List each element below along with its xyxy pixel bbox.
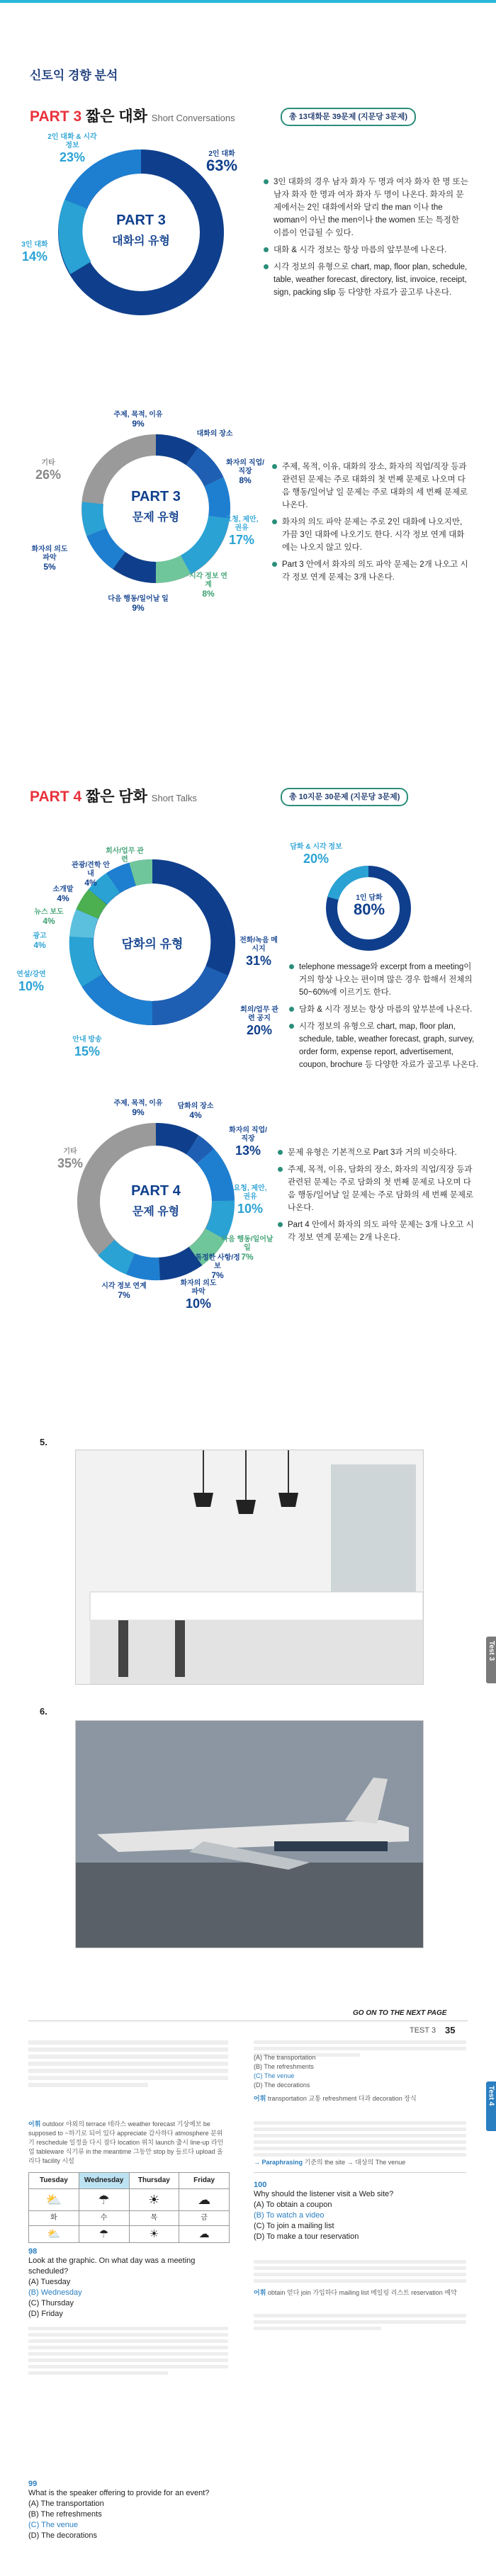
part4-c2-pct0: 9% — [132, 1107, 145, 1117]
part4-c2-pct3: 10% — [237, 1202, 264, 1216]
window — [331, 1464, 416, 1592]
part4-c2-l7 — [193, 1254, 242, 1279]
part4-c2-seg1 — [193, 1145, 205, 1156]
part3-label: PART 3 — [30, 108, 82, 125]
part4-c2-pct5: 10% — [185, 1297, 212, 1311]
footer-test: TEST 3 — [410, 2026, 436, 2035]
sun-icon: ☀ — [130, 2226, 180, 2243]
part4-c2-center-2: 문제 유형 — [132, 1206, 180, 1218]
q100-question: Why should the listener visit a Web site? — [254, 2190, 394, 2198]
stool — [118, 1620, 128, 1677]
part3-c2-seg3 — [186, 517, 219, 565]
cloud-sun-icon: ⛅ — [29, 2226, 79, 2243]
vocab2-text: transportation 교통 refreshment 다과 decoration 장식 — [267, 2095, 417, 2102]
cabinet — [90, 1620, 423, 1684]
part3-c2-pct7: 26% — [35, 468, 62, 482]
part3-c1-pct1: 23% — [59, 150, 86, 164]
part4-c1-pct4: 4% — [33, 940, 46, 950]
part4-c1-seg7 — [113, 874, 133, 883]
part4-c1-lbl7: 관광/견학 안내 — [72, 862, 110, 878]
part3-chart1-center-line2: 대화의 유형 — [112, 235, 170, 247]
part4-c2-seg7 — [106, 1248, 130, 1264]
vocab1-label: 어휘 — [28, 2120, 41, 2128]
text-line — [254, 2327, 381, 2330]
part3-chart2-center — [113, 489, 198, 524]
part4-c1-l3 — [10, 971, 52, 993]
part4-c2-lbl7: 특정한 사항/정보 — [195, 1254, 240, 1270]
text-line — [254, 2147, 466, 2150]
part3-c2-l1 — [190, 430, 239, 439]
weather-icon-row-2 — [29, 2226, 229, 2243]
q98-question: Look at the graphic. On what day was a meeting scheduled? — [28, 2256, 196, 2276]
part4-c1b-pct-1person: 80% — [353, 900, 385, 918]
part3-c2-l3 — [224, 516, 259, 547]
part3-c1-lbl0: 2인 대화 — [208, 150, 235, 158]
q100-block — [254, 2181, 466, 2242]
q99-block — [28, 2480, 228, 2541]
text-line — [28, 2083, 148, 2087]
q99-question: What is the speaker offering to provide for an event? — [28, 2489, 210, 2497]
right-explanation — [254, 2118, 466, 2159]
jet-bridge — [274, 1841, 388, 1851]
text-line — [254, 2153, 466, 2157]
q99-small-d: (D) The decorations — [254, 2081, 310, 2089]
photo5-image — [75, 1450, 424, 1685]
part4-c1-l7 — [69, 862, 112, 887]
part4-c2-pct6: 7% — [118, 1290, 130, 1300]
part4-c1-seg8 — [133, 871, 152, 874]
weather-table — [28, 2172, 230, 2243]
part4-c2-lbl4: 다음 행동/일어날 일 — [221, 1236, 274, 1252]
part3-c2-pct6: 9% — [132, 603, 145, 613]
sidetab-test3-label: Test 3 — [487, 1641, 495, 1661]
part4-b2-0: 문제 유형은 기본적으로 Part 3과 거의 비슷하다. — [278, 1146, 476, 1159]
goto-next-page: GO ON TO THE NEXT PAGE — [353, 2009, 447, 2017]
part4-c2-seg2 — [205, 1156, 223, 1201]
part4-c2-lbl5: 화자의 의도 파악 — [180, 1279, 217, 1296]
vocab2-label: 어휘 — [254, 2095, 266, 2102]
part3-c2-l5 — [187, 572, 230, 598]
text-line — [254, 2128, 466, 2131]
part4-b2-2: Part 4 안에서 화자의 의도 파악 문제는 3개 나오고 시각 정보 연계 문제는 2개 나온다. — [278, 1219, 476, 1244]
top-accent-line — [0, 0, 496, 3]
photo6-number: 6. — [40, 1706, 47, 1717]
text-line — [28, 2352, 228, 2356]
sidetab-test4[interactable] — [486, 2081, 496, 2131]
q100-option-b[interactable]: (B) To watch a video — [254, 2211, 325, 2220]
explanation-block-98 — [28, 2324, 228, 2378]
q100-option-a[interactable]: (A) To obtain a coupon — [254, 2201, 332, 2209]
part4-c2-lbl1: 담화의 장소 — [177, 1102, 214, 1110]
part4-c1-lbl5: 뉴스 보도 — [34, 908, 64, 916]
part4-c2-seg6 — [130, 1264, 159, 1269]
part3-c2-lbl7: 기타 — [41, 459, 55, 467]
part3-c2-l6 — [106, 595, 170, 612]
script-excerpt-block — [28, 2038, 228, 2111]
part3-c2-l4 — [28, 546, 71, 571]
vocab3-label: 어휘 — [254, 2289, 266, 2296]
pendant-lamp — [278, 1493, 298, 1507]
part4-c2-l5 — [177, 1279, 220, 1311]
text-line — [28, 2062, 228, 2066]
part4-c2-lbl2: 화자의 직업/직장 — [229, 1126, 267, 1143]
part3-badge: 총 13대화문 39문제 (지문당 3문제) — [281, 108, 416, 126]
weather-kr-2: 목 — [130, 2211, 180, 2225]
part4-c1b-visual-label — [288, 843, 344, 866]
part4-c2-l2 — [227, 1126, 269, 1158]
part4-c1-lbl1: 회의/업무 관련 공지 — [240, 1006, 278, 1022]
part3-c2-lbl1: 대화의 장소 — [196, 430, 233, 438]
part3-c2-seg0 — [156, 445, 192, 456]
weather-day-2: Thursday — [130, 2173, 180, 2188]
part3-c2-center-1: PART 3 — [131, 489, 181, 504]
weather-kr-0: 화 — [29, 2211, 79, 2225]
part4-b1-2: 시각 정보의 유형으로 chart, map, floor plan, schedule, table, weather forecast, graph, survey, order form, expense report, advertisement, coupon, brochure 등 다양한 자료가 골고루 나온다. — [289, 1020, 479, 1071]
part4-c1-l5 — [31, 908, 67, 925]
part3-chart1-center-line1: PART 3 — [116, 213, 166, 228]
q100-explanation-2 — [254, 2311, 466, 2333]
q99-option-c[interactable]: (C) The venue — [28, 2521, 79, 2529]
q99-option-b[interactable]: (B) The refreshments — [28, 2510, 102, 2519]
cloud-sun-icon: ⛅ — [29, 2189, 79, 2210]
text-line — [254, 2140, 466, 2144]
part4-c1-seg3 — [81, 937, 92, 981]
part4-c1-lbl6: 소개말 — [52, 886, 74, 893]
part3-c2-seg5 — [119, 560, 156, 572]
part4-c2-center-1: PART 4 — [131, 1183, 181, 1199]
sun-icon: ☀ — [130, 2189, 180, 2210]
cloud-icon: ☁ — [198, 2228, 210, 2240]
text-line — [28, 2076, 228, 2080]
part3-c2-lbl2: 화자의 직업/직장 — [226, 459, 264, 475]
part3-c2-pct5: 8% — [202, 589, 215, 599]
part4-c1-pct7: 4% — [84, 878, 97, 888]
part4-c1-seg5 — [87, 897, 98, 914]
part3-c2-pct0: 9% — [132, 419, 145, 429]
part4-c1b-lbl-1person: 1인 담화 — [356, 894, 383, 902]
text-line — [28, 2069, 228, 2073]
q100-option-c[interactable]: (C) To join a mailing list — [254, 2222, 334, 2230]
q98-option-d[interactable]: (D) Friday — [28, 2310, 63, 2318]
part4-c1-seg4 — [81, 914, 87, 937]
q100-option-d[interactable]: (D) To make a tour reservation — [254, 2232, 359, 2241]
part4-b1-1: 담화 & 시각 정보는 항상 마름의 앞부분에 나온다. — [289, 1003, 479, 1016]
part4-c2-l8 — [54, 1148, 86, 1170]
part3-b1-2: 시각 정보의 유형으로 chart, map, floor plan, schedule, table, weather forecast, directory, list, invoice, receipt, sign, packing slip 등 다양한 자료가 골고루 나온다. — [264, 261, 469, 299]
part3-chart1-seg-3person — [70, 204, 81, 268]
pendant-lamp — [193, 1493, 213, 1507]
photo5-number: 5. — [40, 1437, 47, 1447]
q99-option-list-small — [254, 2053, 466, 2090]
text-line — [28, 2358, 228, 2362]
part3-c2-pct3: 17% — [228, 533, 255, 547]
part3-title-en: Short Conversations — [151, 113, 235, 123]
weather-kr-3: 금 — [201, 2214, 208, 2222]
vocab1-text: outdoor 야외의 terrace 테라스 weather forecast 기상예보 be supposed to ~하기로 되어 있다 appreciate 감사하다 atmosphere 분위기 reschedule 일정을 다시 잡다 location 위치 launch 출시 line-up 라인업 tableware 식기류 in the meantime 그동안 stop by 들르다 upload 올리다 facility 시설 — [28, 2120, 224, 2164]
q98-option-b[interactable]: (B) Wednesday — [28, 2288, 82, 2297]
part3-c1-label-1 — [44, 133, 101, 164]
part3-c1-lbl2: 3인 대화 — [21, 241, 48, 249]
part4-c1-l0 — [238, 937, 279, 968]
part3-chart1-seg-visual — [76, 162, 141, 204]
part3-c2-lbl4: 화자의 의도 파악 — [31, 546, 68, 562]
sidetab-test4-label: Test 4 — [487, 2086, 495, 2106]
part3-c2-l7 — [34, 459, 62, 482]
part3-c2-lbl0: 주제, 목적, 이유 — [113, 411, 163, 419]
part4-c2-l6 — [99, 1282, 149, 1299]
footer-page: 35 — [445, 2025, 456, 2035]
weather-day-1: Wednesday — [79, 2173, 130, 2188]
part3-c1-pct2: 14% — [21, 249, 48, 264]
part4-c2-pct1: 4% — [189, 1110, 202, 1120]
text-line — [254, 2273, 466, 2276]
part3-c2-seg1 — [192, 456, 214, 482]
text-line — [28, 2047, 228, 2052]
part4-heading — [30, 785, 197, 806]
part4-c1-seg2 — [92, 981, 152, 1013]
part4-c1-seg1 — [152, 971, 217, 1013]
paraphrase-text: 기준의 the site → 대상의 The venue — [304, 2159, 406, 2166]
part3-c2-lbl3: 요청, 제안, 권유 — [225, 516, 259, 532]
part4-c1b-pct-visual: 20% — [303, 852, 329, 866]
part4-c1-lbl3: 연설/강연 — [16, 971, 46, 978]
part4-c2-l0 — [106, 1100, 170, 1117]
part3-c2-l2 — [225, 459, 265, 485]
q99-option-d[interactable]: (D) The decorations — [28, 2531, 98, 2540]
weather-day-0: Tuesday — [29, 2173, 79, 2188]
text-line — [254, 2260, 466, 2264]
vocab-block-2 — [254, 2094, 466, 2103]
q98-block — [28, 2247, 228, 2320]
part4-c2-lbl3: 요청, 제안, 권유 — [233, 1185, 267, 1201]
q98-option-a[interactable]: (A) Tuesday — [28, 2278, 71, 2286]
part4-c2-lbl8: 기타 — [63, 1148, 77, 1156]
part3-c1-lbl1: 2인 대화 & 시각 정보 — [47, 133, 97, 149]
q100-explanation — [254, 2257, 466, 2286]
part4-c1-pct3: 10% — [18, 979, 45, 993]
part4-c1-pct0: 31% — [245, 954, 272, 968]
part4-c2-seg3 — [215, 1201, 223, 1234]
part4-c2-pct4: 7% — [241, 1252, 254, 1262]
part4-b2-1: 주제, 목적, 이유, 담화의 장소, 화자의 직업/직장 등과 관련된 문제는 주로 담화의 첫 번째 문제로 나오며 다음 행동/일어날 일 문제는 주로 담화의 세 번째 문제로 나온다. — [278, 1163, 476, 1214]
part3-heading — [30, 105, 235, 126]
part4-c1-l2 — [62, 1036, 112, 1058]
vocab3-text: obtain 얻다 join 가입하다 mailing list 메일링 리스트 reservation 예약 — [267, 2289, 457, 2296]
part3-bullets2 — [272, 461, 470, 588]
vocab-block-1 — [28, 2120, 228, 2166]
q99-option-a[interactable]: (A) The transportation — [28, 2499, 104, 2508]
part4-title: 짧은 담화 — [85, 789, 147, 805]
part4-c2-l3 — [232, 1185, 268, 1216]
q99-small-c: (C) The venue — [254, 2072, 295, 2079]
part4-c1-l6 — [45, 886, 81, 903]
part4-c1-lbl4: 광고 — [33, 932, 47, 940]
text-line — [254, 2040, 466, 2044]
part3-b1-0: 3인 대화의 경우 남자 화자 두 명과 여자 화자 한 명 또는 남자 화자 한 명과 여자 화자 두 명이 나온다. 화자의 문제에서는 2인 대화에서와 달리 the man 이나 the woman이 아닌 the men이나 the women 또는 특정한 이름이 언급될 수 있다. — [264, 176, 469, 239]
part3-b2-2: Part 3 안에서 화자의 의도 파악 문제는 2개 나오고 시각 정보 연계 문제는 3개 나온다. — [272, 558, 470, 584]
part3-b1-1: 대화 & 시각 정보는 항상 마름의 앞부분에 나온다. — [264, 244, 469, 256]
part4-c1-lbl2: 안내 방송 — [72, 1036, 102, 1044]
text-line — [254, 2134, 466, 2137]
part4-badge: 총 10지문 30문제 (지문당 3문제) — [281, 788, 408, 806]
part4-c1-pct5: 4% — [43, 916, 55, 926]
part3-c2-lbl5: 시각 정보 연계 — [189, 572, 227, 589]
q98-number: 98 — [28, 2247, 38, 2256]
paraphrase-label: → Paraphrasing — [254, 2159, 303, 2166]
part4-c2-seg0 — [156, 1134, 193, 1145]
part3-c2-seg2 — [214, 482, 220, 517]
part3-c2-pct4: 5% — [43, 562, 56, 572]
weather-korean-row — [29, 2211, 229, 2226]
q100-number: 100 — [254, 2181, 267, 2189]
text-line — [254, 2266, 466, 2270]
part4-b1-0: telephone message와 excerpt from a meeting이 거의 항상 나오는 편이며 많은 경우 합해서 전체의 50~60%에 이르기도 한다. — [289, 961, 479, 999]
part3-title: 짧은 대화 — [85, 108, 147, 125]
part4-c1-lbl0: 전화/녹음 메시지 — [239, 937, 278, 953]
q99-small-a: (A) The transportation — [254, 2054, 316, 2061]
part4-c1-pct2: 15% — [74, 1044, 101, 1058]
q99-number: 99 — [28, 2480, 38, 2488]
part3-c2-seg6 — [96, 532, 119, 560]
part3-c2-l0 — [106, 411, 170, 428]
part3-c2-lbl6: 다음 행동/일어날 일 — [108, 595, 169, 603]
weather-day-3: Friday — [193, 2176, 215, 2184]
part4-c1-seg0 — [152, 871, 222, 971]
part4-c2-pct8: 35% — [57, 1156, 84, 1170]
part3-c2-seg7 — [92, 503, 96, 532]
q98-option-c[interactable]: (C) Thursday — [28, 2299, 74, 2307]
part4-bullets1 — [289, 961, 479, 1075]
counter — [90, 1592, 423, 1620]
text-line — [28, 2339, 228, 2343]
vocab-block-3 — [254, 2288, 466, 2298]
text-line — [28, 2333, 228, 2337]
part3-c1-label-2 — [17, 241, 52, 264]
part4-c1-l1 — [238, 1006, 281, 1037]
weather-icon-row — [29, 2189, 229, 2211]
text-line — [254, 2320, 466, 2324]
pendant-lamp — [236, 1500, 256, 1514]
part3-c2-center-2: 문제 유형 — [132, 512, 180, 524]
part4-c2-lbl0: 주제, 목적, 이유 — [113, 1100, 163, 1107]
text-line — [254, 2047, 466, 2050]
part4-c1b-1person — [344, 894, 394, 917]
part4-c1-pct1: 20% — [246, 1023, 273, 1037]
text-line — [28, 2040, 228, 2045]
part4-c2-center — [113, 1183, 198, 1219]
stool — [175, 1620, 185, 1677]
text-line — [28, 2055, 228, 2059]
weather-kr-1: 수 — [79, 2211, 130, 2225]
text-line — [254, 2279, 466, 2283]
part4-c1-center: 담화의 유형 — [121, 937, 184, 951]
photo6-image — [75, 1720, 424, 1948]
part3-bullets1 — [264, 176, 469, 303]
rain-icon: ☂ — [79, 2189, 130, 2210]
part3-c2-pct2: 8% — [239, 475, 252, 485]
part4-c1-l4 — [26, 932, 54, 949]
text-line — [254, 2121, 466, 2125]
part4-title-en: Short Talks — [151, 793, 197, 803]
part3-c1-pct0: 63% — [205, 157, 238, 174]
paraphrase-line — [254, 2158, 466, 2167]
part3-c1-label-0 — [197, 150, 247, 173]
cloud-icon: ☁ — [198, 2193, 211, 2207]
kitchen-illustration — [76, 1450, 423, 1684]
part3-c2-seg4 — [156, 565, 186, 572]
part4-bullets2 — [278, 1146, 476, 1248]
part3-b2-0: 주제, 목적, 이유, 대화의 장소, 화자의 직업/직장 등과 관련된 문제는 주로 대화의 첫 번째 문제로 나오며 다음 행동/일어날 일 문제는 주로 대화의 세 번째 문제로 나온다. — [272, 461, 470, 512]
part3-b2-1: 화자의 의도 파악 문제는 주로 2인 대화에 나오지만, 가끔 3인 대화에 나오기도 한다. 시각 정보 연계 대화에는 나오지 않고 있다. — [272, 516, 470, 554]
text-line — [28, 2365, 228, 2368]
q99-small-b: (B) The refreshments — [254, 2063, 314, 2070]
part4-c1-l8 — [103, 847, 146, 864]
part4-c2-l1 — [174, 1102, 217, 1119]
weather-header-row — [29, 2173, 229, 2189]
section-title: 신토익 경향 분석 — [30, 69, 118, 82]
part3-chart1-center — [98, 213, 184, 248]
part4-c2-seg5 — [159, 1256, 196, 1269]
part4-c1b-lbl-visual: 담화 & 시각 정보 — [290, 843, 342, 851]
sidetab-test3[interactable] — [486, 1637, 496, 1683]
part4-c2-pct2: 13% — [235, 1143, 261, 1158]
part4-c2-pct7: 7% — [211, 1270, 224, 1280]
text-line — [254, 2314, 466, 2317]
part4-c1-pct6: 4% — [57, 893, 69, 903]
text-line — [28, 2346, 228, 2349]
part4-c2-seg4 — [196, 1234, 215, 1256]
part4-c1-lbl8: 회사/업무 관련 — [106, 847, 144, 864]
text-line — [28, 2327, 228, 2330]
part4-label: PART 4 — [30, 789, 82, 805]
airplane-illustration — [76, 1721, 423, 1948]
right-divider — [254, 2172, 466, 2173]
rain-icon: ☂ — [79, 2226, 130, 2243]
part4-c2-lbl6: 시각 정보 연계 — [101, 1282, 147, 1290]
text-line — [28, 2371, 168, 2375]
